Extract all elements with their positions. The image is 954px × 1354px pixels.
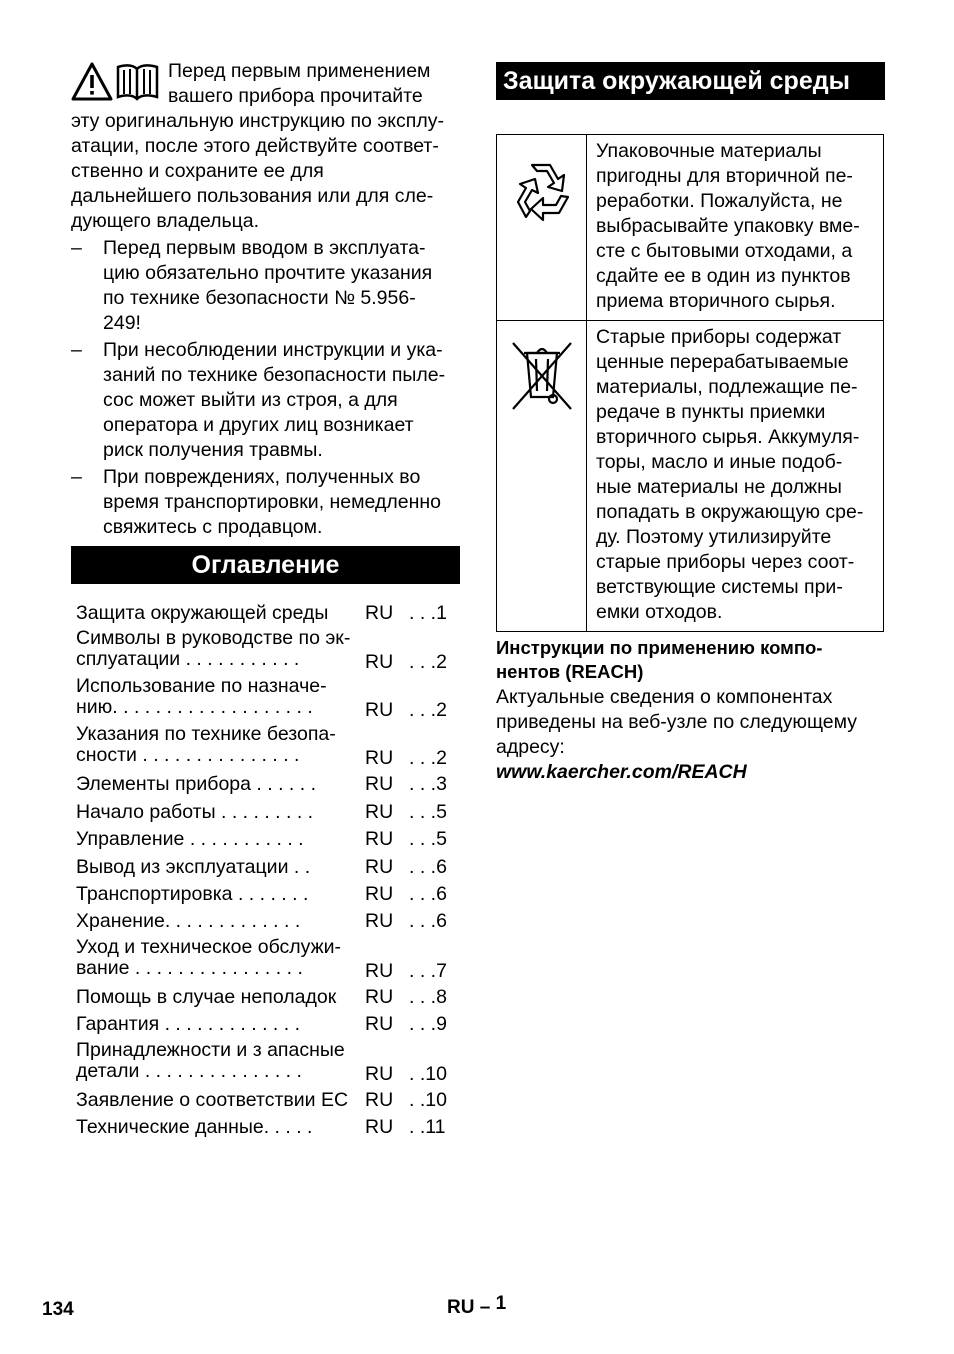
- bullet-text-line: заний по технике безопасности пыле-: [103, 364, 446, 386]
- warning-triangle-icon: [71, 61, 161, 103]
- environment-text-line: ветствующие системы при-: [596, 576, 843, 598]
- toc-entry-language: RU: [365, 1062, 394, 1085]
- toc-entry-language: RU: [365, 601, 394, 624]
- toc-entry-title-line: Гарантия . . . . . . . . . . . . .: [76, 1013, 301, 1036]
- recycle-icon-cell: [497, 135, 587, 321]
- bullet-dash: –: [71, 237, 82, 259]
- reach-title-line: Инструкции по применению компо-: [496, 637, 823, 658]
- environment-text-line: редаче в пункты приемки: [596, 401, 826, 423]
- intro-icons: [71, 61, 161, 103]
- environment-text-line: старые приборы через соот-: [596, 551, 855, 573]
- toc-entry-title-line: Уход и техническое обслужи-: [76, 935, 342, 958]
- toc-entry: [71, 1114, 460, 1141]
- intro-text-line: дальнейшего пользования или для сле-: [71, 185, 434, 207]
- toc-entry-title: [71, 826, 460, 853]
- bullet-text-line: свяжитесь с продавцом.: [103, 516, 323, 538]
- bullet-dash: –: [71, 339, 82, 361]
- toc-entry-language: RU: [365, 828, 394, 851]
- open-book-icon: [118, 65, 157, 99]
- toc-entry-title: [71, 600, 460, 627]
- toc-entry-language: RU: [365, 882, 394, 905]
- toc-entry-title: [71, 1114, 460, 1141]
- toc-entry-page: . .10: [409, 1088, 447, 1111]
- toc-entry: [71, 854, 460, 881]
- intro-text-line: Перед первым применением: [168, 60, 431, 82]
- toc-entry-title-line: Принадлежности и з апасные: [76, 1038, 345, 1061]
- environment-text-line: Старые приборы содержат: [596, 326, 842, 348]
- table-row: [497, 135, 884, 321]
- reach-section: [496, 636, 886, 785]
- environment-text-line: материалы, подлежащие пе-: [596, 376, 858, 398]
- environment-text-line: торы, масло и иные подоб-: [596, 451, 843, 473]
- environment-text-line: емки отходов.: [596, 601, 723, 623]
- toc-entry: [71, 1039, 460, 1087]
- toc-entry-title-line: Символы в руководстве по эк-: [76, 627, 351, 650]
- footer-language: RU: [447, 1297, 475, 1318]
- list-item: [71, 465, 463, 540]
- toc-entry-language: RU: [365, 1088, 394, 1111]
- reach-body-line: Актуальные сведения о компонентах: [496, 686, 833, 708]
- toc-entry: [71, 984, 460, 1011]
- environment-heading: Защита окружающей среды: [496, 62, 885, 100]
- toc-entry-title: [71, 881, 460, 908]
- table-row: [497, 321, 884, 632]
- reach-title: [496, 636, 886, 684]
- bullet-text-line: цию обязательно прочтите указания: [103, 262, 433, 284]
- toc-entry-title: [71, 627, 460, 670]
- reach-body: [496, 685, 886, 760]
- intro-text-line: атации, после этого действуйте соответ-: [71, 135, 439, 157]
- toc-entry: [71, 723, 460, 771]
- environment-text-cell: [587, 321, 884, 632]
- intro-text-line: дующего владельца.: [71, 210, 260, 232]
- environment-text-cell: [587, 135, 884, 321]
- intro-text-line: вашего прибора прочитайте: [168, 85, 423, 107]
- page-number: 134: [42, 1299, 74, 1320]
- toc-entry-language: RU: [365, 985, 394, 1008]
- toc-entry-language: RU: [365, 910, 394, 933]
- toc-entry-title: [71, 1039, 460, 1082]
- toc-entry-language: RU: [365, 699, 394, 722]
- toc-entry-language: RU: [365, 1115, 394, 1138]
- environment-text-line: попадать в окружающую сре-: [596, 501, 864, 523]
- toc-entry-title: [71, 799, 460, 826]
- toc-entry: [71, 826, 460, 853]
- bullet-text-line: риск получения травмы.: [103, 439, 323, 461]
- toc-entry-title: [71, 1087, 460, 1114]
- list-item: [71, 338, 463, 463]
- bullet-text-line: 249!: [103, 312, 141, 334]
- toc-entry-title: [71, 854, 460, 881]
- toc-entry: [71, 1011, 460, 1038]
- toc-entry-language: RU: [365, 800, 394, 823]
- environment-text-line: ду. Поэтому утилизируйте: [596, 526, 832, 548]
- toc-entry-page: . . .7: [409, 959, 447, 982]
- toc-entry-page: . . .2: [409, 699, 447, 722]
- toc-entry-page: . . .6: [409, 910, 447, 933]
- toc-entry: [71, 771, 460, 798]
- intro-section: [71, 59, 463, 540]
- toc-entry-page: . . .6: [409, 882, 447, 905]
- intro-text-line: эту оригинальную инструкцию по эксплу-: [71, 110, 444, 132]
- toc-entry-page: . . .6: [409, 855, 447, 878]
- toc-entry-page: . . .2: [409, 747, 447, 770]
- bullet-text-line: Перед первым вводом в эксплуата-: [103, 237, 426, 259]
- toc-entry-page: . . .5: [409, 800, 447, 823]
- toc-entry-title-line: нию. . . . . . . . . . . . . . . . . . .: [76, 696, 313, 719]
- toc-entry-language: RU: [365, 747, 394, 770]
- bullet-text-line: При несоблюдении инструкции и ука-: [103, 339, 443, 361]
- toc-entry-language: RU: [365, 773, 394, 796]
- toc-entry-language: RU: [365, 959, 394, 982]
- toc-entry-title-line: сности . . . . . . . . . . . . . . .: [76, 744, 300, 767]
- toc-entry-page: . . .3: [409, 773, 447, 796]
- environment-text-line: реработки. Пожалуйста, не: [596, 190, 843, 212]
- bullet-text-line: оператора и других лиц возникает: [103, 414, 414, 436]
- toc-entry-title-line: Управление . . . . . . . . . . .: [76, 828, 304, 851]
- toc-entry-title-line: Вывод из эксплуатации . .: [76, 855, 311, 878]
- environment-text-line: сдайте ее в один из пунктов: [596, 265, 851, 287]
- toc-entry-page: . . .1: [409, 601, 447, 624]
- toc-entry: [71, 799, 460, 826]
- bullet-text-line: сос может выйти из строя, а для: [103, 389, 398, 411]
- toc-entry-page: . . .5: [409, 828, 447, 851]
- table-of-contents: [71, 600, 460, 1141]
- toc-entry-page: . . .9: [409, 1013, 447, 1036]
- environment-table: [496, 134, 884, 632]
- reach-url-link[interactable]: www.kaercher.com/REACH: [496, 761, 747, 783]
- reach-body-line: приведены на веб-узле по следующему: [496, 711, 858, 733]
- bullet-text-line: по технике безопасности № 5.956-: [103, 287, 416, 309]
- toc-entry-title: [71, 771, 460, 798]
- crossed-bin-icon: [507, 337, 577, 417]
- toc-entry-title: [71, 936, 460, 979]
- toc-heading: Оглавление: [71, 546, 460, 584]
- environment-text-line: пригодны для вторичной пе-: [596, 165, 853, 187]
- environment-text-line: приема вторичного сырья.: [596, 290, 836, 312]
- environment-text-line: выбрасывайте упаковку вме-: [596, 215, 860, 237]
- toc-entry-title-line: вание . . . . . . . . . . . . . . . .: [76, 956, 303, 979]
- bullet-text-line: время транспортировки, немедленно: [103, 491, 441, 513]
- toc-entry-title: [71, 908, 460, 935]
- toc-entry: [71, 627, 460, 675]
- toc-entry-page: . .11: [409, 1115, 446, 1138]
- reach-body-line: адресу:: [496, 736, 565, 758]
- toc-entry-title-line: Хранение. . . . . . . . . . . . .: [76, 910, 301, 933]
- toc-entry: [71, 881, 460, 908]
- toc-entry-title-line: Начало работы . . . . . . . . .: [76, 800, 314, 823]
- environment-text-line: сте с бытовыми отходами, а: [596, 240, 853, 262]
- toc-entry-title-line: Помощь в случае неполадок: [76, 985, 337, 1008]
- toc-entry-title-line: Элементы прибора . . . . . .: [76, 773, 316, 796]
- toc-entry-title: [71, 723, 460, 766]
- toc-entry-title-line: Заявление о соответствии ЕС: [76, 1088, 349, 1111]
- toc-entry: [71, 600, 460, 627]
- toc-entry-title: [71, 675, 460, 718]
- toc-entry-language: RU: [365, 855, 394, 878]
- intro-text-line: ственно и сохраните ее для: [71, 160, 324, 182]
- toc-entry-title: [71, 984, 460, 1011]
- toc-entry: [71, 675, 460, 723]
- toc-entry-title-line: Транспортировка . . . . . . .: [76, 882, 309, 905]
- environment-text-line: ные материалы не должны: [596, 476, 842, 498]
- toc-entry: [71, 936, 460, 984]
- bullet-dash: –: [71, 466, 82, 488]
- recycle-icon: [502, 153, 582, 233]
- toc-entry-language: RU: [365, 1013, 394, 1036]
- environment-text-line: ценные перерабатываемые: [596, 351, 849, 373]
- environment-text-line: вторичного сырья. Аккумуля-: [596, 426, 860, 448]
- toc-entry: [71, 908, 460, 935]
- environment-text-line: Упаковочные материалы: [596, 140, 822, 162]
- toc-entry: [71, 1087, 460, 1114]
- toc-entry-title-line: Защита окружающей среды: [76, 602, 329, 624]
- toc-entry-page: . . .8: [409, 985, 447, 1008]
- footer-section-label: [447, 1293, 507, 1319]
- toc-entry-title-line: Указания по технике безопа-: [76, 723, 336, 746]
- list-item: [71, 236, 463, 336]
- toc-entry-title-line: сплуатации . . . . . . . . . . .: [76, 648, 300, 671]
- footer-page: 1: [495, 1293, 507, 1314]
- toc-entry-page: . . .2: [409, 651, 447, 674]
- toc-entry-title-line: Использование по назначе-: [76, 675, 327, 698]
- crossed-bin-icon-cell: [497, 321, 587, 632]
- toc-entry-title-line: Технические данные. . . . .: [76, 1115, 313, 1138]
- toc-entry-title-line: детали . . . . . . . . . . . . . . .: [76, 1059, 302, 1082]
- bullet-text-line: При повреждениях, полученных во: [103, 466, 421, 488]
- toc-entry-title: [71, 1011, 460, 1038]
- footer-dash: –: [479, 1297, 491, 1318]
- toc-entry-language: RU: [365, 651, 394, 674]
- toc-entry-page: . .10: [409, 1062, 447, 1085]
- reach-title-line: нентов (REACH): [496, 661, 644, 682]
